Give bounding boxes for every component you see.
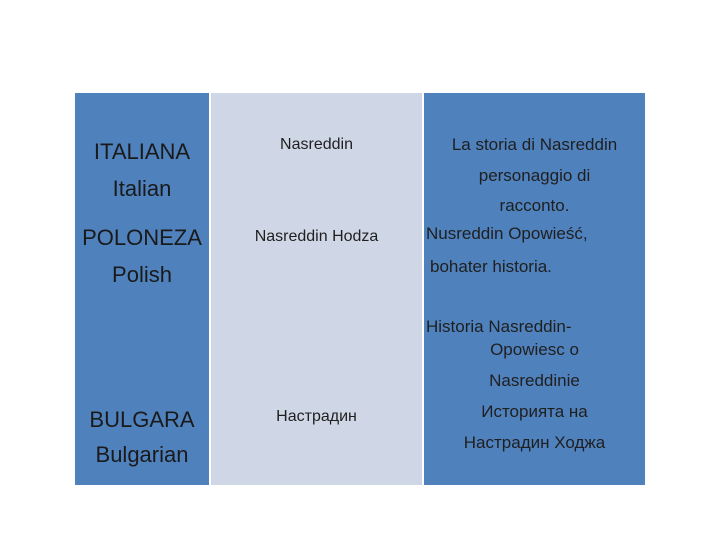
description-line: Историята на bbox=[481, 402, 588, 421]
description-line: Настрадин Ходжа bbox=[463, 433, 606, 452]
language-native-label: BULGARA bbox=[89, 407, 195, 432]
cell-name-bulgarian bbox=[210, 348, 423, 485]
description-line: Historia Nasreddin- bbox=[426, 317, 572, 336]
character-name: Nasreddin Hodza bbox=[254, 228, 379, 245]
cell-language-italian bbox=[75, 93, 210, 224]
cell-language-bulgarian bbox=[75, 348, 210, 485]
language-english-label: Polish bbox=[112, 262, 172, 287]
language-english-label: Italian bbox=[112, 176, 172, 201]
description-line: personaggio di bbox=[478, 166, 591, 185]
language-table bbox=[75, 93, 645, 485]
cell-description-polish bbox=[423, 224, 645, 348]
description-line: bohater historia. bbox=[430, 257, 552, 276]
table-row-polish bbox=[75, 224, 645, 348]
table-row-bulgarian bbox=[75, 348, 645, 485]
language-english-label: Bulgarian bbox=[95, 442, 189, 467]
cell-description-bulgarian bbox=[423, 340, 645, 485]
description-line: Nasreddinie bbox=[489, 371, 580, 390]
cell-description-italian bbox=[423, 93, 645, 224]
language-native-label: ITALIANA bbox=[93, 139, 191, 164]
description-line: La storia di Nasreddin bbox=[451, 135, 618, 154]
cell-name-polish bbox=[210, 224, 423, 348]
description-line: Opowiesc o bbox=[490, 340, 579, 359]
description-line: Nusreddin Opowieść, bbox=[426, 224, 588, 243]
table-row-italian bbox=[75, 93, 645, 224]
cell-name-italian bbox=[210, 93, 423, 224]
character-name: Nasreddin bbox=[280, 136, 353, 153]
character-name: Настрадин bbox=[276, 408, 357, 425]
language-native-label: POLONEZA bbox=[82, 225, 202, 250]
description-line: racconto. bbox=[499, 196, 570, 215]
cell-language-polish bbox=[75, 224, 210, 348]
